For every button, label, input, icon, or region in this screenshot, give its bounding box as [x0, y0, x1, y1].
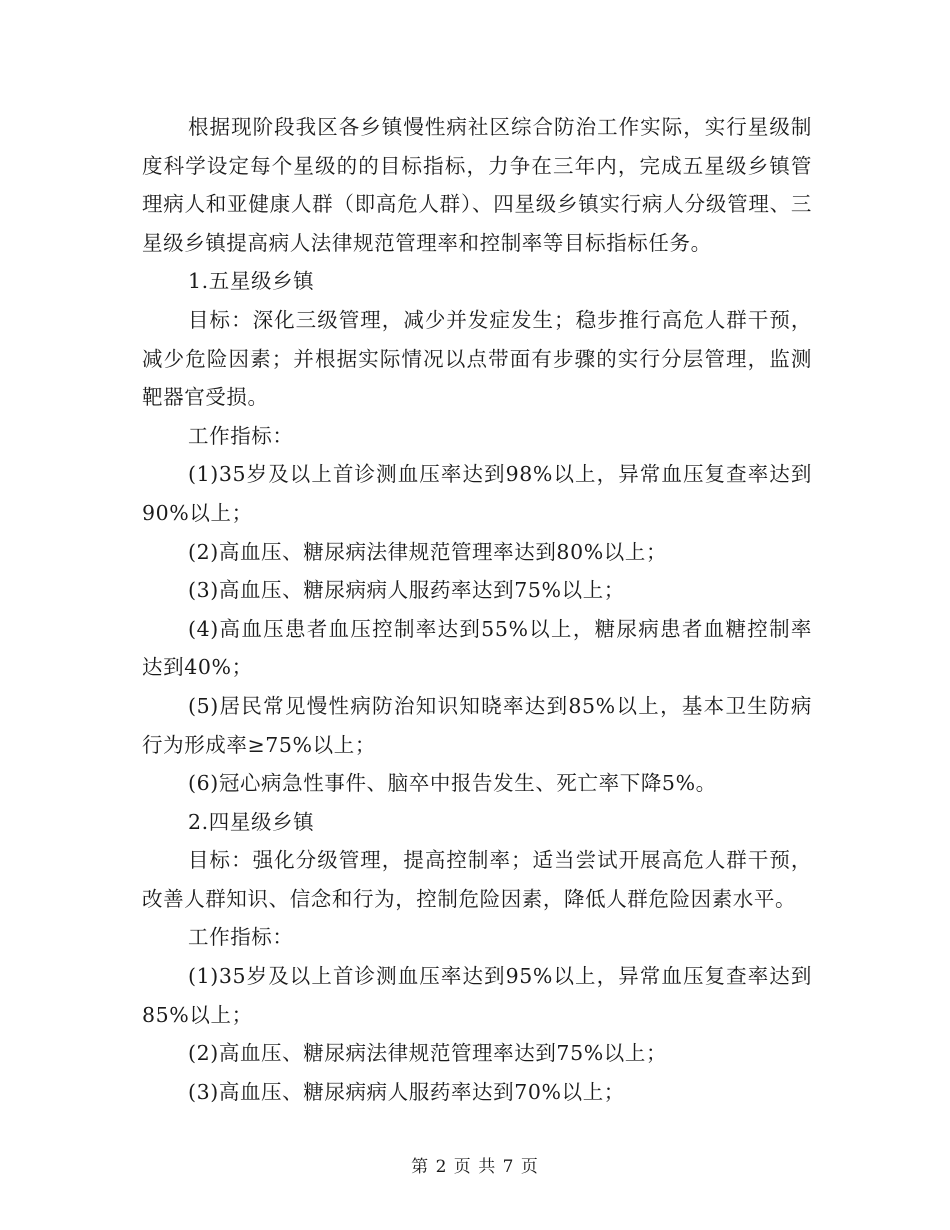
- five-star-goal: 目标：深化三级管理，减少并发症发生；稳步推行高危人群干预，减少危险因素；并根据实际情况以点带面有步骤的实行分层管理，监测靶器官受损。: [142, 307, 812, 410]
- intro-paragraph: 根据现阶段我区各乡镇慢性病社区综合防治工作实际，实行星级制度科学设定每个星级的的目标指标，力争在三年内，完成五星级乡镇管理病人和亚健康人群（即高危人群）、四星级乡镇实行病人分级管理、三星级乡镇提高病人法律规范管理率和控制率等目标指标任务。: [142, 115, 812, 255]
- five-star-indicators-label: 工作指标：: [188, 423, 294, 448]
- four-star-indicators-label: 工作指标：: [188, 925, 294, 950]
- five-star-indicator-5: (5)居民常见慢性病防治知识知晓率达到85%以上，基本卫生防病行为形成率≥75%以上；: [142, 693, 812, 757]
- page-number-footer: 第 2 页 共 7 页: [411, 1157, 539, 1177]
- five-star-indicator-1: (1)35岁及以上首诊测血压率达到98%以上，异常血压复查率达到90%以上；: [142, 462, 812, 525]
- four-star-indicator-3: (3)高血压、糖尿病病人服药率达到70%以上；: [188, 1079, 625, 1104]
- four-star-goal: 目标：强化分级管理，提高控制率；适当尝试开展高危人群干预，改善人群知识、信念和行为，控制危险因素，降低人群危险因素水平。: [142, 848, 812, 911]
- five-star-indicator-2: (2)高血压、糖尿病法律规范管理率达到80%以上；: [188, 539, 668, 564]
- section-heading-four-star: 2.四星级乡镇: [188, 809, 315, 834]
- five-star-indicator-3: (3)高血压、糖尿病病人服药率达到75%以上；: [188, 578, 625, 603]
- section-heading-five-star: 1.五星级乡镇: [188, 269, 315, 294]
- five-star-indicator-4: (4)高血压患者血压控制率达到55%以上，糖尿病患者血糖控制率达到40%；: [142, 616, 812, 680]
- five-star-indicator-6: (6)冠心病急性事件、脑卒中报告发生、死亡率下降5%。: [188, 771, 717, 796]
- four-star-indicator-1: (1)35岁及以上首诊测血压率达到95%以上，异常血压复查率达到85%以上；: [142, 964, 812, 1027]
- four-star-indicator-2: (2)高血压、糖尿病法律规范管理率达到75%以上；: [188, 1041, 668, 1066]
- document-body: [142, 108, 812, 1111]
